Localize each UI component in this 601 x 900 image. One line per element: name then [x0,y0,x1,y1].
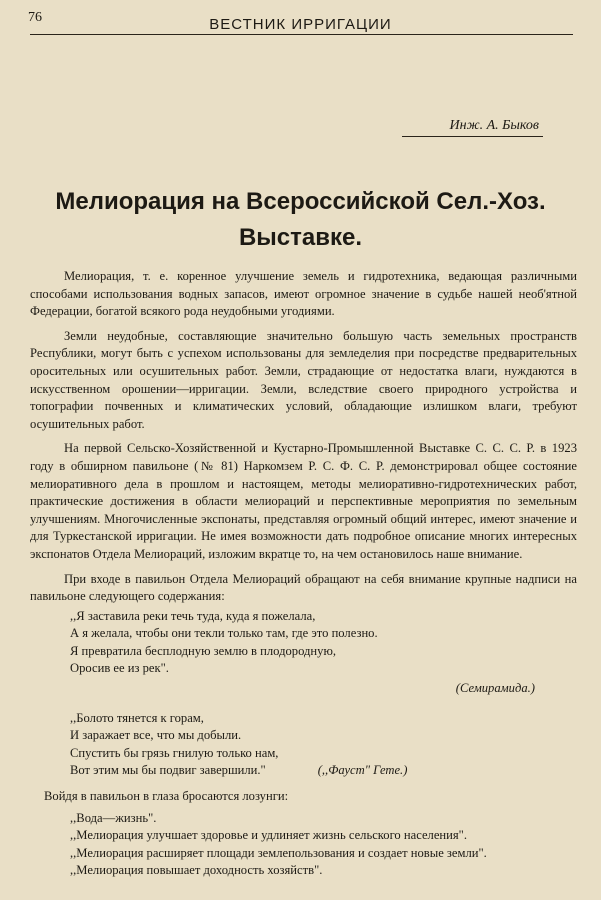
title-line-1: Мелиорация на Всероссийской Сел.-Хоз. [55,188,546,215]
verse-line [70,762,577,780]
verse-semiramis [70,608,577,678]
running-header [30,8,571,34]
verse-line: А я желала, чтобы они текли только там, где это полезно. [70,626,378,641]
paragraph-3: На первой Сельско-Хозяйственной и Кустарно-Промышленной Выставке С. С. С. Р. в 1923 году в обширном павильоне (№ 81) Наркомзем Р. С. Ф. С. Р. демонстрировал общее состояние мелиоративного дела в прошлом и настоящем, методы мелиоративно-гидротехнических работ, практические достижения в области мелиораций и перспективные мероприятия по земельным улучшениям. Многочисленные экспонаты, представляя огромный общий интерес, имеют значение и для Туркестанской ирригации. Не имея возможности дать подробное описание многих интересных экспонатов Отдела Мелиораций, изложим вкратце то, на чем остановилось наше внимание. [30,441,577,561]
article-title [20,184,581,256]
verse-line: Оросив ее из рек". [70,661,169,676]
slogan-item: ,,Мелиорация улучшает здоровье и удлиняет жизнь сельского населения". [70,828,467,843]
article-body [30,268,577,880]
slogan-item: ,,Мелиорация расширяет площади землепользования и создает новые земли". [70,845,487,860]
verse-attribution-semiramis: (Семирамида.) [455,681,535,696]
verse-line: Спустить бы грязь гнилую только нам, [70,745,279,760]
verse-line-text: Вот этим мы бы подвиг завершили." [70,763,266,778]
slogan-item: ,,Мелиорация повышает доходность хозяйств". [70,863,323,878]
paragraph-4: При входе в павильон Отдела Мелиораций обращают на себя внимание крупные надписи на павильоне следующего содержания: [30,571,577,604]
paragraph-1: Мелиорация, т. е. коренное улучшение земель и гидротехника, ведающая различными способами использования водных запасов, имеют огромное значение в судьбе нашей необ'ятной Федерации, богатой всякого рода неудобными угодиями. [30,269,577,319]
paragraph-2: Земли неудобные, составляющие значительно большую часть земельных пространств Республики, могут быть с успехом использованы для земледелия при посредстве предварительных оросительных или осушительных работ. Земли, страдающие от недостатка влаги, нуждаются в искусственном орошении—ирригации. Земли, вследствие своего природного устройства и топографии почвенных и климатических условий, обладающие излишком влаги, требуют осушительных работ. [30,328,577,431]
verse-line: Я превратила бесплодную землю в плодородную, [70,643,337,658]
title-line-2: Выставке. [238,224,363,251]
verse-faust [70,710,577,780]
slogans-list [70,810,577,880]
slogan-item: ,,Вода—жизнь". [70,810,157,825]
header-rule [30,34,573,35]
slogans-intro: Войдя в павильон в глаза бросаются лозунги: [44,789,289,804]
verse-attribution-faust: (,,Фауст" Гете.) [317,763,408,778]
verse-line: ,,Болото тянется к горам, [70,710,204,725]
verse-line: ,,Я заставила реки течь туда, куда я пожелала, [70,608,316,623]
page-number: 76 [28,10,42,25]
verse-line: И заражает все, что мы добыли. [70,728,242,743]
journal-title: ВЕСТНИК ИРРИГАЦИИ [209,16,392,33]
article-author: Инж. А. Быков [449,118,539,133]
author-underline [402,136,543,137]
